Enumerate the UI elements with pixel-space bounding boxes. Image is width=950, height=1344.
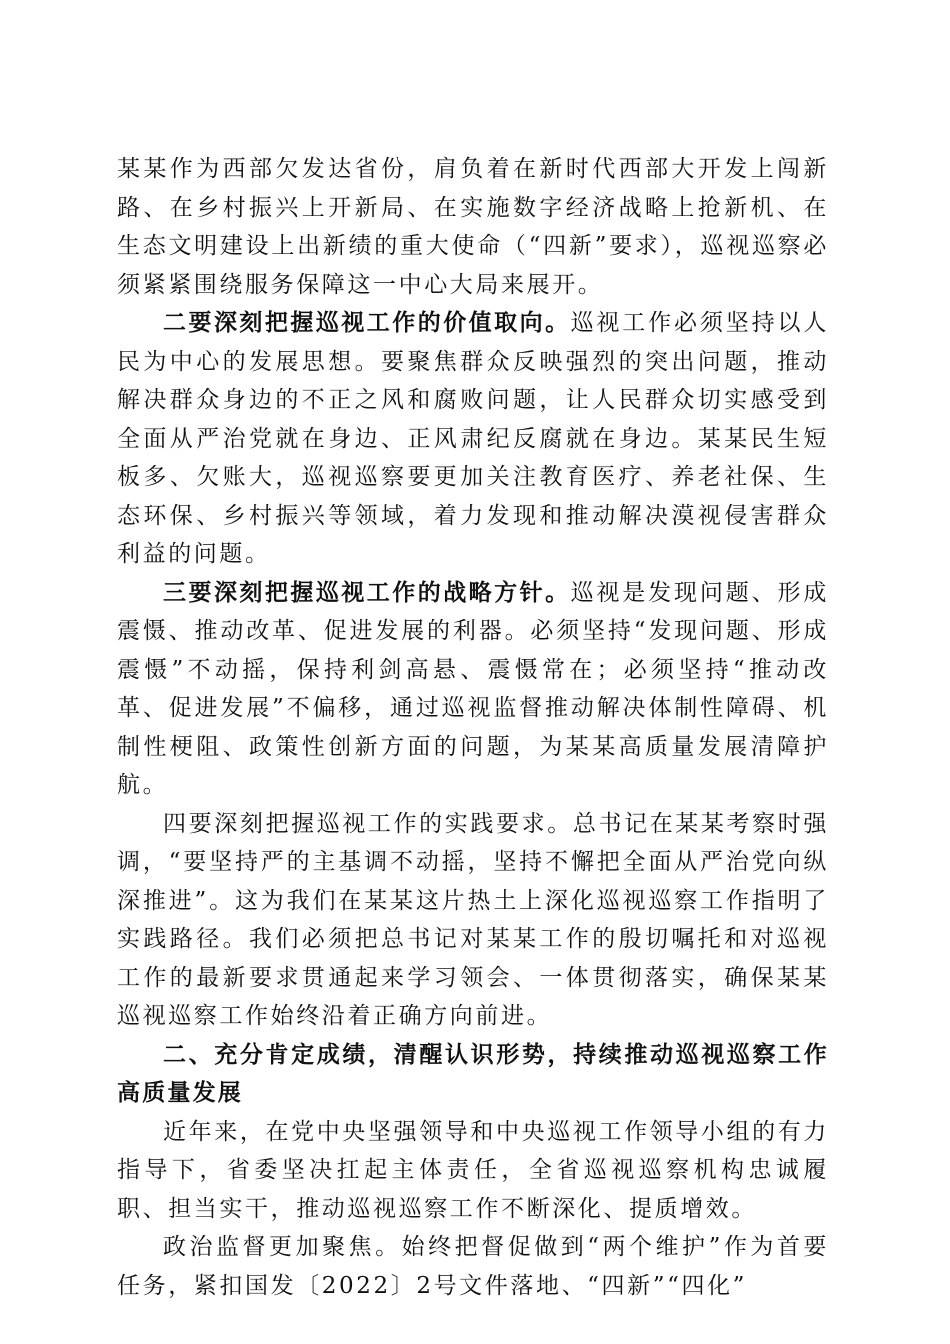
paragraph-value-orientation [117, 304, 829, 574]
document-page [117, 150, 829, 1305]
paragraph-political-supervision: 政治监督更加聚焦。始终把督促做到“两个维护”作为首要任务，紧扣国发〔2022〕2号文件落地、“四新”“四化” [117, 1234, 829, 1299]
paragraph-context: 某某作为西部欠发达省份，肩负着在新时代西部大开发上闯新路、在乡村振兴上开新局、在实施数字经济战略上抢新机、在生态文明建设上出新绩的重大使命（“四新”要求），巡视巡察必须紧紧围绕服务保障这一中心大局来展开。 [117, 156, 829, 298]
paragraph-recent-years: 近年来，在党中央坚强领导和中央巡视工作领导小组的有力指导下，省委坚决扛起主体责任，全省巡视巡察机构忠诚履职、担当实干，推动巡视巡察工作不断深化、提质增效。 [117, 1118, 829, 1222]
paragraph-practice-requirements: 四要深刻把握巡视工作的实践要求。总书记在某某考察时强调，“要坚持严的主基调不动摇，坚持不懈把全面从严治党向纵深推进”。这为我们在某某这片热土上深化巡视巡察工作指明了实践路径。我们必须把总书记对某某工作的殷切嘱托和对巡视工作的最新要求贯通起来学习领会、一体贯彻落实，确保某某巡视巡察工作始终沿着正确方向前进。 [117, 810, 829, 1029]
paragraph-strategic-policy [117, 574, 829, 805]
paragraph-body: 巡视是发现问题、形成震慑、推动改革、促进发展的利器。必须坚持“发现问题、形成震慑”不动摇，保持利剑高悬、震慑常在；必须坚持“推动改革、促进发展”不偏移，通过巡视监督推动解决体制性障碍、机制性梗阻、政策性创新方面的问题，为某某高质量发展清障护航。 [117, 579, 830, 798]
paragraph-body: 巡视工作必须坚持以人民为中心的发展思想。要聚焦群众反映强烈的突出问题，推动解决群众身边的不正之风和腐败问题，让人民群众切实感受到全面从严治党就在身边、正风肃纪反腐就在身边。某某民生短板多、欠账大，巡视巡察要更加关注教育医疗、养老社保、生态环保、乡村振兴等领域，着力发现和推动解决漠视侵害群众利益的问题。 [117, 310, 830, 567]
paragraph-lead: 三要深刻把握巡视工作的战略方针。 [163, 579, 571, 606]
section-heading: 二、充分肯定成绩，清醒认识形势，持续推动巡视巡察工作高质量发展 [117, 1041, 829, 1106]
paragraph-lead: 二要深刻把握巡视工作的价值取向。 [163, 310, 571, 336]
